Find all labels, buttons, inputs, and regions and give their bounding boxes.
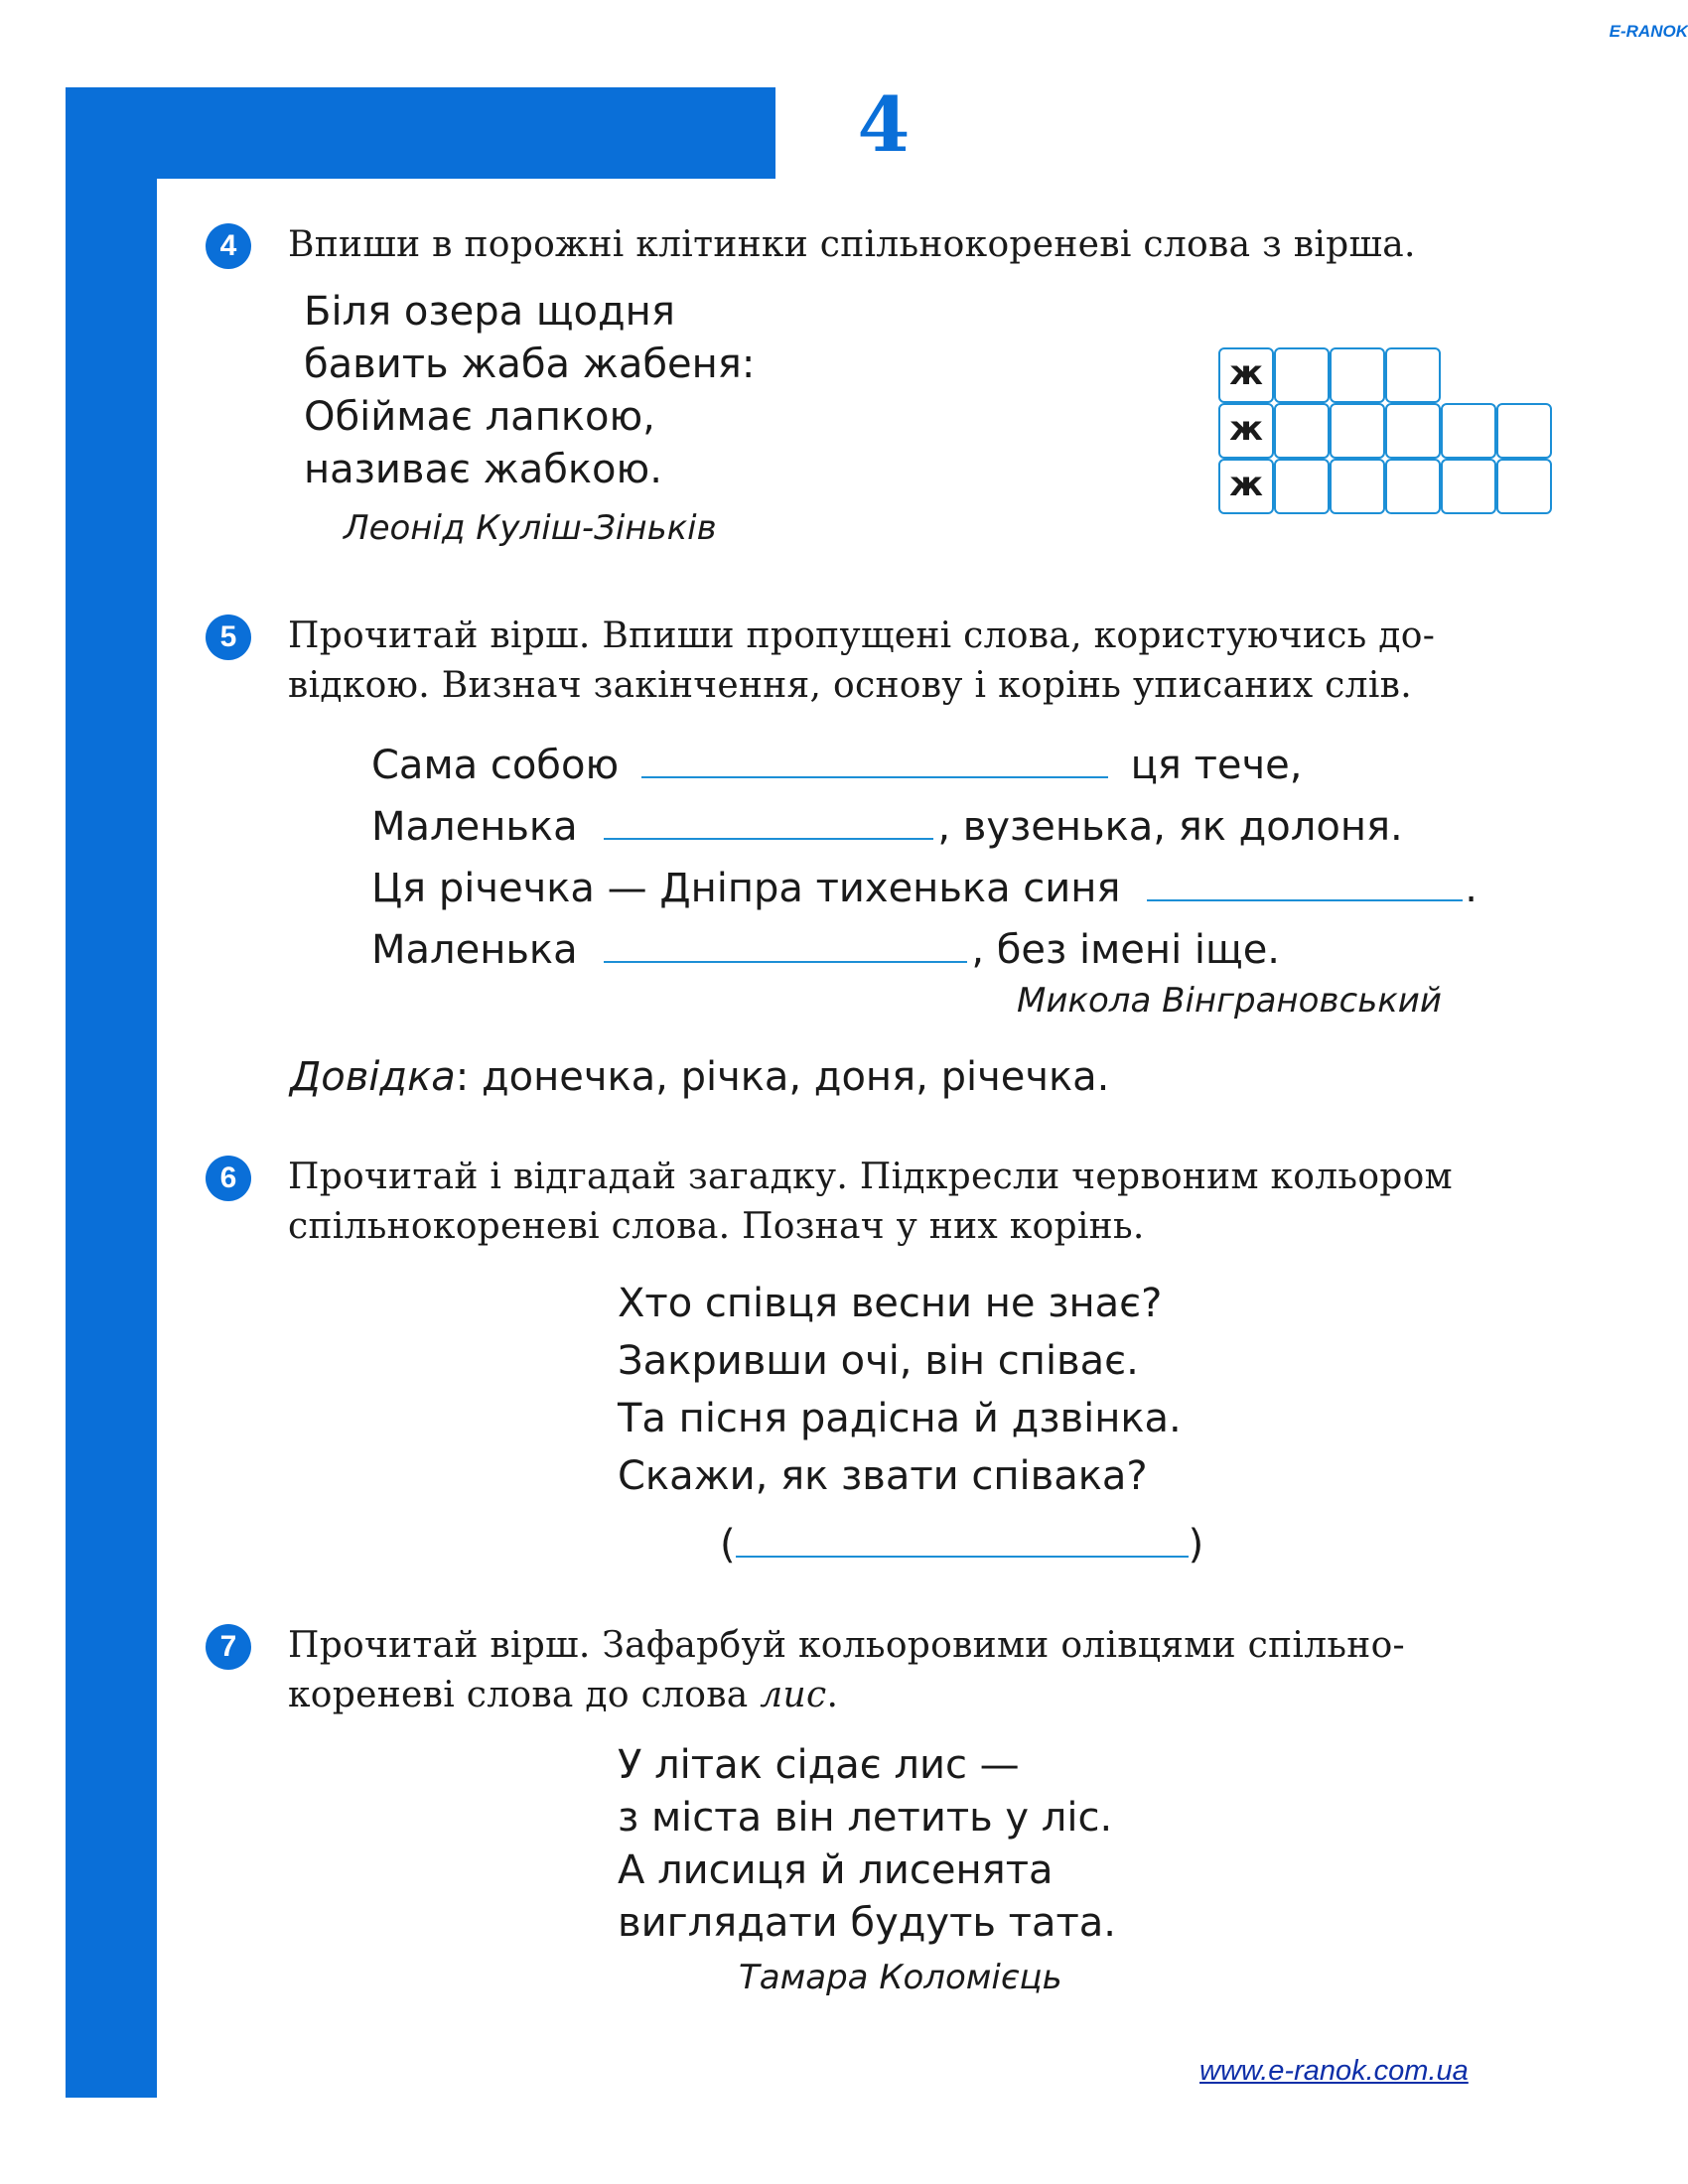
- task-6-answer: [720, 1519, 1203, 1571]
- task-5-author: Микола Вінграновський: [1017, 981, 1442, 1021]
- instruction-line: Прочитай вірш. Впиши пропущені слова, користуючись до-: [288, 615, 1436, 656]
- grid-empty-cell[interactable]: [1274, 403, 1330, 459]
- task-6-instruction: [288, 1153, 1453, 1252]
- line-text: , без імені іще.: [971, 927, 1281, 973]
- grid-empty-cell[interactable]: [1496, 459, 1552, 514]
- line-text: ця тече,: [1130, 743, 1303, 788]
- grid-letter-cell: ж: [1218, 403, 1274, 459]
- left-blue-bar: [66, 87, 157, 2098]
- grid-empty-cell[interactable]: [1274, 459, 1330, 514]
- answer-blank[interactable]: [604, 953, 967, 963]
- line-text: Маленька: [371, 804, 578, 850]
- top-blue-bar: [66, 87, 775, 179]
- riddle-line: Та пісня радісна й дзвінка.: [618, 1396, 1182, 1441]
- task-4-author: Леонід Куліш-Зіньків: [344, 508, 717, 548]
- instruction-line: відкою. Визнач закінчення, основу і корінь уписаних слів.: [288, 665, 1412, 706]
- grid-letter-cell: ж: [1218, 347, 1274, 403]
- instruction-line: [288, 1671, 1405, 1720]
- task-6-riddle: [618, 1275, 1182, 1505]
- poem-line: називає жабкою.: [304, 447, 662, 492]
- keyword: лис: [760, 1675, 827, 1715]
- poem-line: [371, 735, 1477, 796]
- line-text: Ця річечка — Дніпра тихенька синя: [371, 866, 1121, 911]
- task-7-instruction: [288, 1621, 1405, 1720]
- poem-line: [371, 796, 1477, 858]
- poem-line: У літак сідає лис —: [618, 1742, 1020, 1788]
- close-paren: ): [1188, 1522, 1204, 1568]
- poem-line: бавить жаба жабеня:: [304, 341, 756, 387]
- task-5-reference: [290, 1054, 1109, 1100]
- poem-line: [371, 858, 1477, 919]
- grid-empty-cell[interactable]: [1330, 403, 1385, 459]
- line-text: Сама собою: [371, 743, 620, 788]
- answer-blank[interactable]: [736, 1548, 1189, 1558]
- poem-line: Обіймає лапкою,: [304, 394, 655, 440]
- answer-blank[interactable]: [604, 830, 933, 840]
- grid-empty-cell[interactable]: [1385, 347, 1441, 403]
- riddle-line: Хто співця весни не знає?: [618, 1281, 1163, 1326]
- answer-blank[interactable]: [641, 768, 1108, 778]
- grid-empty-cell[interactable]: [1330, 459, 1385, 514]
- open-paren: (: [720, 1522, 736, 1568]
- task-7-poem: [618, 1739, 1116, 1950]
- poem-line: [371, 919, 1477, 981]
- answer-blank[interactable]: [1147, 891, 1463, 901]
- instruction-line: спільнокореневі слова. Познач у них корінь.: [288, 1206, 1145, 1247]
- grid-empty-cell[interactable]: [1441, 403, 1496, 459]
- poem-line: з міста він летить у ліс.: [618, 1795, 1113, 1841]
- line-text: .: [1465, 866, 1477, 911]
- instruction-text: кореневі слова до слова: [288, 1675, 761, 1715]
- riddle-line: Скажи, як звати співака?: [618, 1453, 1148, 1499]
- word-grid: [1218, 347, 1556, 521]
- grid-empty-cell[interactable]: [1496, 403, 1552, 459]
- instruction-line: Прочитай вірш. Зафарбуй кольоровими олівцями спільно-: [288, 1625, 1406, 1666]
- riddle-line: Закривши очі, він співає.: [618, 1338, 1139, 1384]
- line-text: , вузенька, як долоня.: [937, 804, 1403, 850]
- page-number: 4: [857, 80, 911, 169]
- task-4-badge: 4: [206, 223, 251, 269]
- grid-empty-cell[interactable]: [1385, 403, 1441, 459]
- website-link[interactable]: www.e-ranok.com.ua: [1199, 2055, 1469, 2087]
- publisher-logo: E-RANOK: [1609, 22, 1688, 41]
- task-4-poem: [304, 286, 755, 496]
- reference-words: : донечка, річка, доня, річечка.: [455, 1054, 1110, 1100]
- task-5-poem: [371, 735, 1477, 981]
- poem-line: Біля озера щодня: [304, 289, 675, 335]
- grid-empty-cell[interactable]: [1330, 347, 1385, 403]
- grid-empty-cell[interactable]: [1441, 459, 1496, 514]
- instruction-text: .: [826, 1675, 839, 1715]
- line-text: Маленька: [371, 927, 578, 973]
- grid-empty-cell[interactable]: [1274, 347, 1330, 403]
- grid-letter-cell: ж: [1218, 459, 1274, 514]
- task-5-badge: 5: [206, 614, 251, 660]
- reference-label: Довідка: [290, 1054, 456, 1100]
- poem-line: виглядати будуть тата.: [618, 1900, 1116, 1946]
- task-7-author: Тамара Коломієць: [739, 1958, 1062, 1997]
- task-5-instruction: [288, 612, 1435, 711]
- task-4-instruction: Впиши в порожні клітинки спільнокореневі слова з вірша.: [288, 224, 1416, 265]
- instruction-line: Прочитай і відгадай загадку. Підкресли червоним кольором: [288, 1157, 1453, 1197]
- task-6-badge: 6: [206, 1156, 251, 1201]
- grid-empty-cell[interactable]: [1385, 459, 1441, 514]
- task-7-badge: 7: [206, 1624, 251, 1670]
- poem-line: А лисиця й лисенята: [618, 1847, 1054, 1893]
